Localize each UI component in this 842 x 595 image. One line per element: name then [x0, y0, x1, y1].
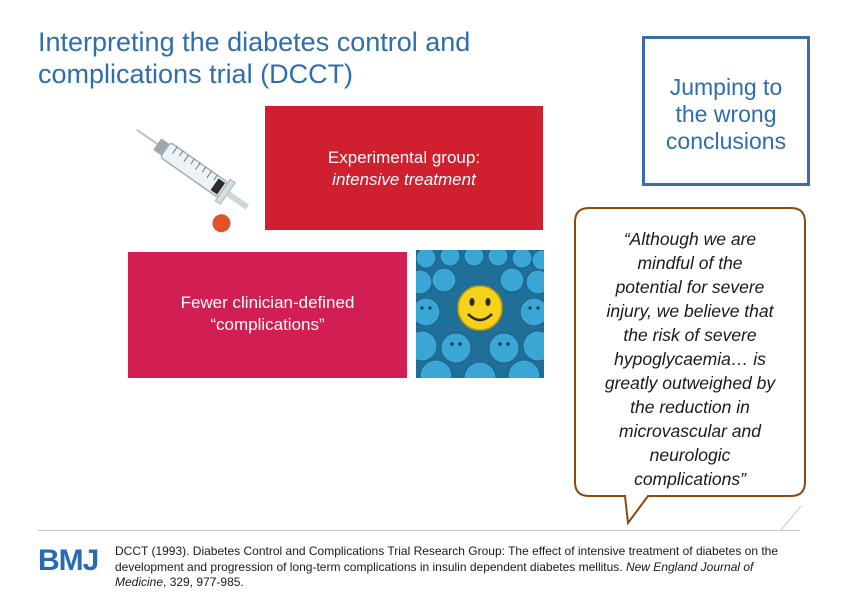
quote-line: the risk of severe — [623, 325, 757, 345]
quote-line: neurologic — [649, 445, 731, 465]
citation-tail: , 329, 977-985. — [163, 575, 244, 589]
quote-line: potential for severe — [615, 277, 765, 297]
intensive-treatment-label: intensive treatment — [332, 170, 476, 189]
bmj-logo — [38, 540, 100, 580]
quote-line: the reduction in — [630, 397, 750, 417]
syringe-icon — [120, 100, 260, 235]
quote-line: mindful of the — [637, 253, 743, 273]
quote-text — [583, 227, 797, 491]
footer-divider — [38, 530, 800, 531]
wrong-conclusions-box — [642, 36, 810, 186]
citation — [115, 544, 805, 591]
quote-speech-bubble — [573, 206, 807, 528]
quote-line: complications” — [634, 469, 746, 489]
quote-line: greatly outweighed by — [604, 373, 776, 393]
quote-line: hypoglycaemia… is — [614, 349, 766, 369]
jump-line-3: conclusions — [665, 128, 787, 154]
quote-line: microvascular and — [619, 421, 761, 441]
slide-title: Interpreting the diabetes control and complications trial (DCCT) — [38, 27, 471, 89]
jump-line-1: Jumping to — [669, 74, 783, 100]
fewer-line-2: “complications” — [210, 315, 325, 334]
svg-text:BMJ: BMJ — [38, 544, 99, 577]
quote-line: “Although we are — [623, 229, 757, 249]
fewer-line-1: Fewer clinician-defined — [180, 293, 355, 312]
fewer-complications-box — [128, 252, 407, 378]
quote-line: injury, we believe that — [606, 301, 774, 321]
citation-text: DCCT (1993). Diabetes Control and Complications Trial Research Group: The effect of intensive treatment of diabetes on the development and progression of long-term complications in insulin dependent diabetes mellitus. — [115, 544, 779, 574]
jump-line-2: the wrong — [675, 101, 777, 127]
experimental-group-box — [265, 106, 543, 230]
citation-journal: New England Journal of Medicine — [115, 559, 754, 589]
smiley-crowd-image — [416, 250, 544, 378]
experimental-group-label: Experimental group: — [327, 148, 481, 167]
footer-slash-decoration — [780, 505, 802, 531]
